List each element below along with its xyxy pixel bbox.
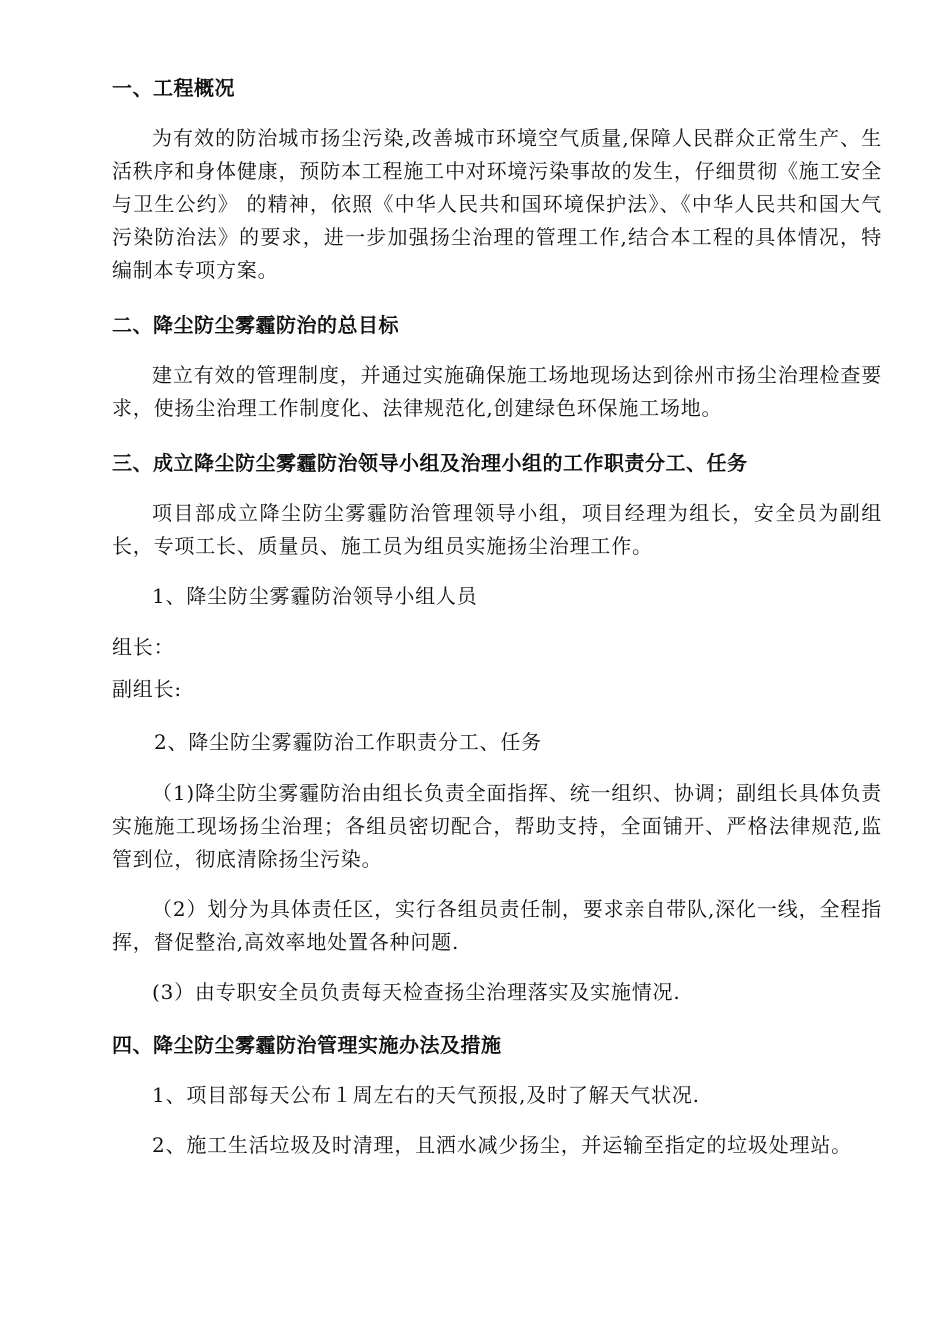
deputy-leader-line: 副组长: [112,677,182,701]
section-3-body: 项目部成立降尘防尘雾霾防治管理领导小组，项目经理为组长，安全员为副组长，专项工长、质量员、施工员为组员实施扬尘治理工作。 [112,501,882,558]
section-2-body: 建立有效的管理制度，并通过实施确保施工场地现场达到徐州市扬尘治理检查要求，使扬尘治理工作制度化、法律规范化,创建绿色环保施工场地。 [112,363,882,420]
section-1-heading: 一、工程概况 [112,76,235,100]
measure-item-2: 2、施工生活垃圾及时清理，且洒水减少扬尘，并运输至指定的垃圾处理站。 [152,1133,852,1157]
measure-item-1: 1、项目部每天公布１周左右的天气预报,及时了解天气状况. [152,1083,700,1107]
section-3-subheading-2: 2、降尘防尘雾霾防治工作职责分工、任务 [154,730,542,754]
section-1-body: 为有效的防治城市扬尘污染,改善城市环境空气质量,保障人民群众正常生产、生活秩序和身体健康，预防本工程施工中对环境污染事故的发生，仔细贯彻《施工安全与卫生公约》 的精神，依照《中华人民共和国环境保护法》、《中华人民共和国大气污染防治法》的要求，进一步加强扬尘治理的管理工作,结合本工程的具体情况，特编制本专项方案。 [112,126,882,282]
section-2-heading: 二、降尘防尘雾霾防治的总目标 [112,313,399,337]
duty-item-1: （1)降尘防尘雾霾防治由组长负责全面指挥、统一组织、协调；副组长具体负责实施施工现场扬尘治理；各组员密切配合，帮助支持，全面铺开、严格法律规范,监管到位，彻底清除扬尘污染。 [112,781,882,871]
duty-item-2: （2）划分为具体责任区，实行各组员责任制，要求亲自带队,深化一线，全程指挥，督促整治,高效率地处置各种问题. [112,897,882,954]
document-page [112,66,882,1162]
section-3-subheading-1: 1、降尘防尘雾霾防治领导小组人员 [152,584,478,608]
section-4-heading: 四、降尘防尘雾霾防治管理实施办法及措施 [112,1033,502,1057]
section-3-heading: 三、成立降尘防尘雾霾防治领导小组及治理小组的工作职责分工、任务 [112,451,748,475]
leader-line: 组长： [112,635,175,659]
duty-item-3: (3）由专职安全员负责每天检查扬尘治理落实及实施情况. [152,980,681,1004]
